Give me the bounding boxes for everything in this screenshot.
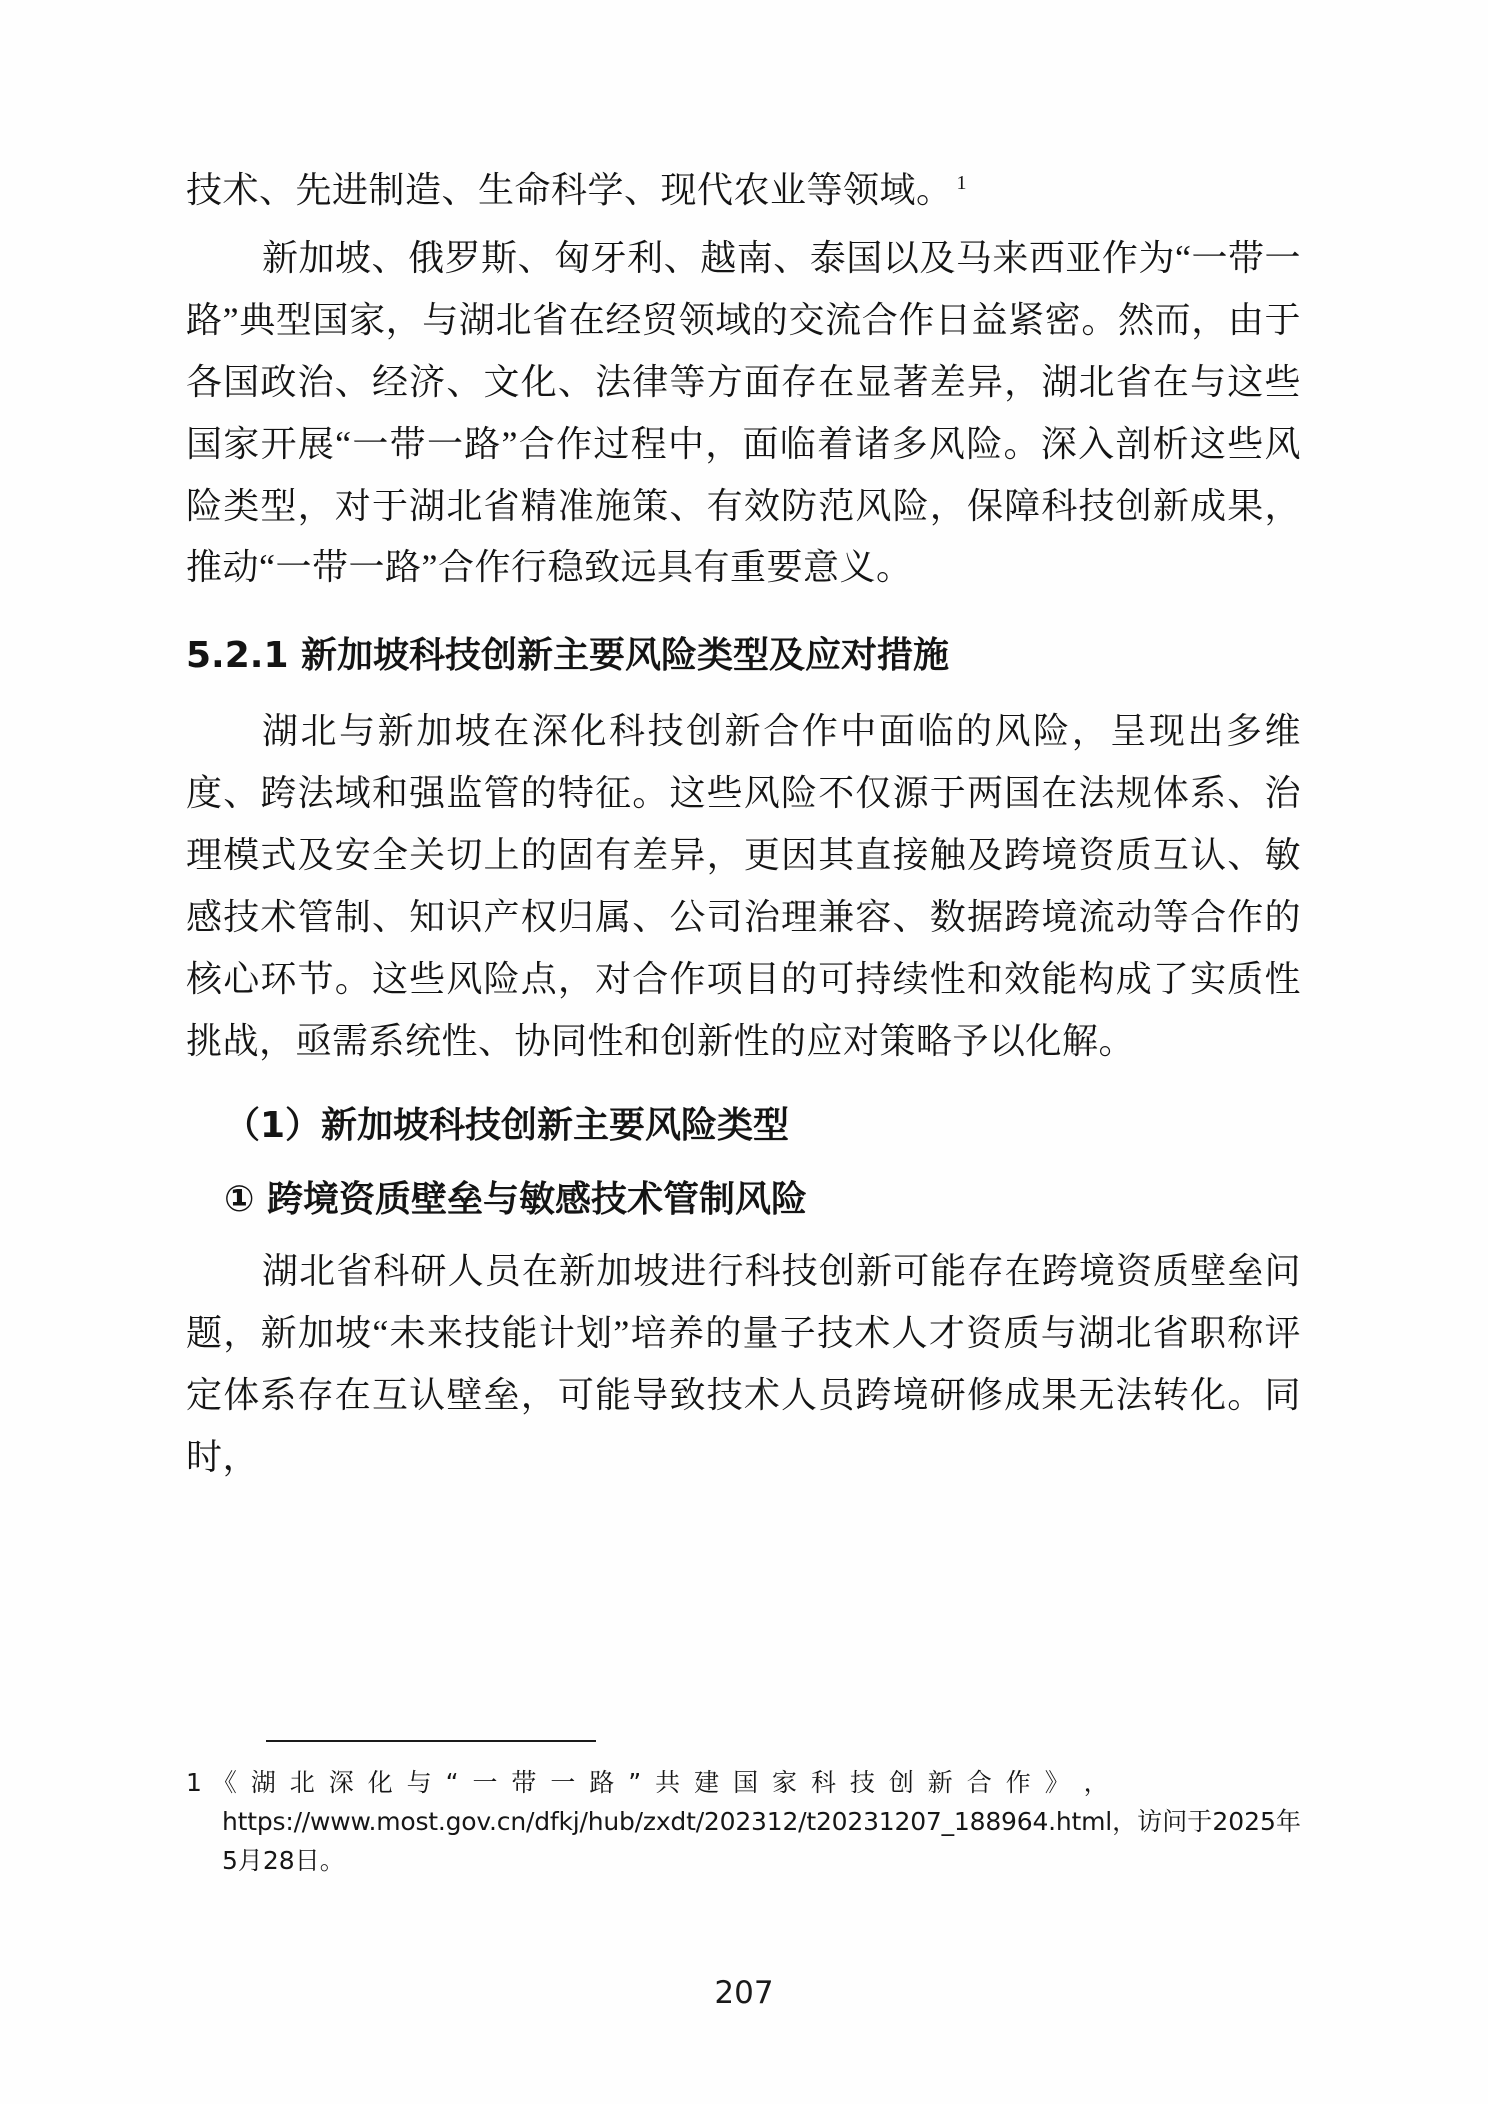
footnote-reference-marker: 1 bbox=[956, 172, 968, 194]
footnote-entry bbox=[186, 1764, 1301, 1880]
footnote-url[interactable]: https://www.most.gov.cn/dfkj/hub/zxdt/202312/t20231207_188964.html bbox=[222, 1806, 1113, 1836]
paragraph-item-detail: 湖北省科研人员在新加坡进行科技创新可能存在跨境资质壁垒问题，新加坡“未来技能计划”培养的量子技术人才资质与湖北省职称评定体系存在互认壁垒，可能导致技术人员跨境研修成果无法转化。同时， bbox=[186, 1250, 1301, 1477]
footnote-title: 《 湖 北 深 化 与 “ 一 带 一 路 ” 共 建 国 家 科 技 创 新 合 作 》 ， bbox=[211, 1768, 1112, 1797]
paragraph-continuation bbox=[186, 160, 1301, 222]
section-heading-521: 5.2.1 新加坡科技创新主要风险类型及应对措施 bbox=[186, 635, 950, 677]
paragraph-section-intro: 湖北与新加坡在深化科技创新合作中面临的风险，呈现出多维度、跨法域和强监管的特征。这些风险不仅源于两国在法规体系、治理模式及安全关切上的固有差异，更因其直接触及跨境资质互认、敏感技术管制、知识产权归属、公司治理兼容、数据跨境流动等合作的核心环节。这些风险点，对合作项目的可持续性和效能构成了实质性挑战，亟需系统性、协同性和创新性的应对策略予以化解。 bbox=[186, 711, 1301, 1061]
page-content bbox=[186, 160, 1301, 1494]
footnote-divider bbox=[266, 1740, 596, 1742]
footnote-number: 1 bbox=[186, 1768, 202, 1797]
page-number: 207 bbox=[714, 1975, 774, 2011]
footnote-area bbox=[186, 1740, 1301, 1880]
footnote-access-note: ，访问于2025年5月28日。 bbox=[222, 1806, 1301, 1875]
paragraph-continuation-text: 技术、先进制造、生命科学、现代农业等领域。 bbox=[186, 170, 953, 210]
subheading-risk-types: （1）新加坡科技创新主要风险类型 bbox=[224, 1104, 790, 1146]
footnote-source-line bbox=[222, 1803, 1301, 1881]
item-heading-cross-border-barrier: ① 跨境资质壁垒与敏感技术管制风险 bbox=[224, 1178, 808, 1220]
paragraph-belt-road: 新加坡、俄罗斯、匈牙利、越南、泰国以及马来西亚作为“一带一路”典型国家，与湖北省在经贸领域的交流合作日益紧密。然而，由于各国政治、经济、文化、法律等方面存在显著差异，湖北省在与这些国家开展“一带一路”合作过程中，面临着诸多风险。深入剖析这些风险类型，对于湖北省精准施策、有效防范风险，保障科技创新成果，推动“一带一路”合作行稳致远具有重要意义。 bbox=[186, 237, 1301, 588]
